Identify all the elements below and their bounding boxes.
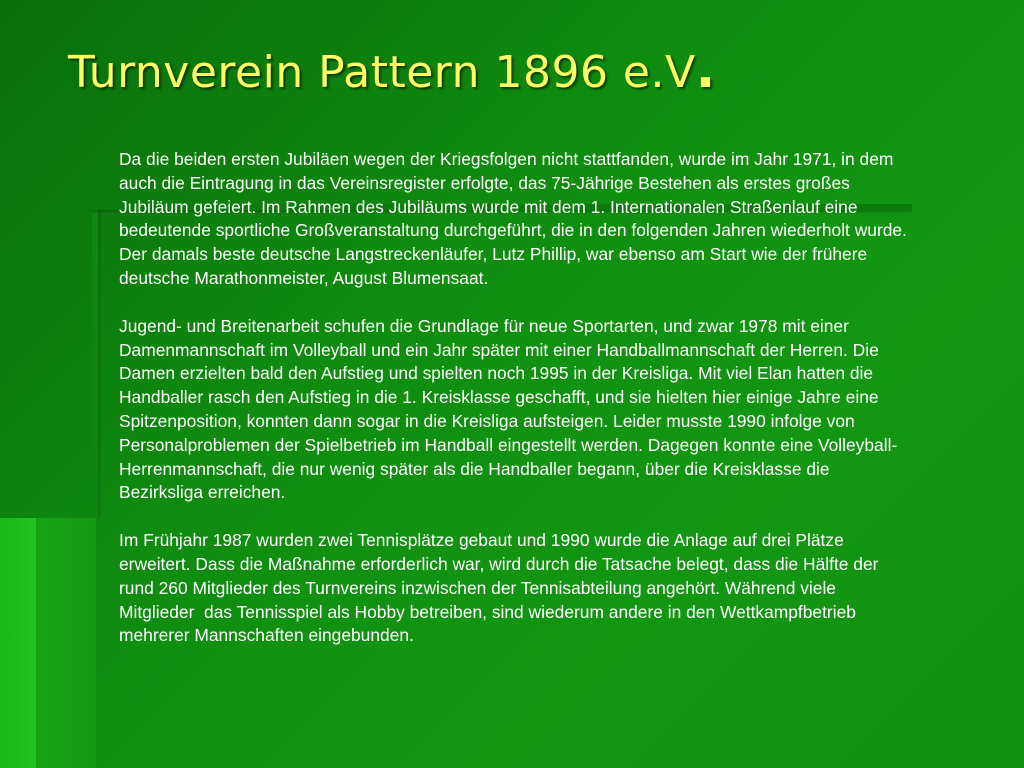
slide-title [68,40,716,100]
decorative-vertical-line [92,206,98,518]
decorative-block-mid [36,518,96,768]
slide-title-text: Turnverein Pattern 1896 e.V [68,47,696,98]
slide-title-dot: . [695,40,716,100]
decorative-block-left [0,518,36,768]
paragraph-1: Da die beiden ersten Jubiläen wegen der Kriegsfolgen nicht stattfanden, wurde im Jahr 1971, in dem auch die Eintragung in das Vereinsregister erfolgte, das 75-Jährige Bestehen als erstes großes Jubiläum gefeiert. Im Rahmen des Jubiläums wurde mit dem 1. Internationalen Straßenlauf eine bedeutende sportliche Großveranstaltung durchgeführt, die in den folgenden Jahren wiederholt wurde. Der damals beste deutsche Langstreckenläufer, Lutz Phillip, war ebenso am Start wie der frühere deutsche Marathonmeister, August Blumensaat. [119,149,912,288]
slide-body [119,148,912,672]
paragraph-2: Jugend- und Breitenarbeit schufen die Grundlage für neue Sportarten, und zwar 1978 mit einer Damenmannschaft im Volleyball und ein Jahr später mit einer Handballmannschaft der Herren. Die Damen erzielten bald den Aufstieg und spielten noch 1995 in der Kreisliga. Mit viel Elan hatten die Handballer rasch den Aufstieg in die 1. Kreisklasse geschafft, und sie hielten hier einige Jahre eine Spitzenposition, konnten dann sogar in die Kreisliga aufsteigen. Leider musste 1990 infolge von Personalproblemen der Spielbetrieb im Handball eingestellt werden. Dagegen konnte eine Volleyball-Herrenmannschaft, die nur wenig später als die Handballer begann, über die Kreisklasse die Bezirksliga erreichen. [119,315,898,503]
paragraph-3: Im Frühjahr 1987 wurden zwei Tennisplätze gebaut und 1990 wurde die Anlage auf drei Plätze erweitert. Dass die Maßnahme erforderlich war, wird durch die Tatsache belegt, dass die Hälfte der rund 260 Mitglieder des Turnvereins inzwischen der Tennisabteilung angehört. Während viele Mitglieder das Tennisspiel als Hobby betreiben, sind wiederum andere in den Wettkampfbetrieb mehrerer Mannschaften eingebunden. [119,530,884,646]
